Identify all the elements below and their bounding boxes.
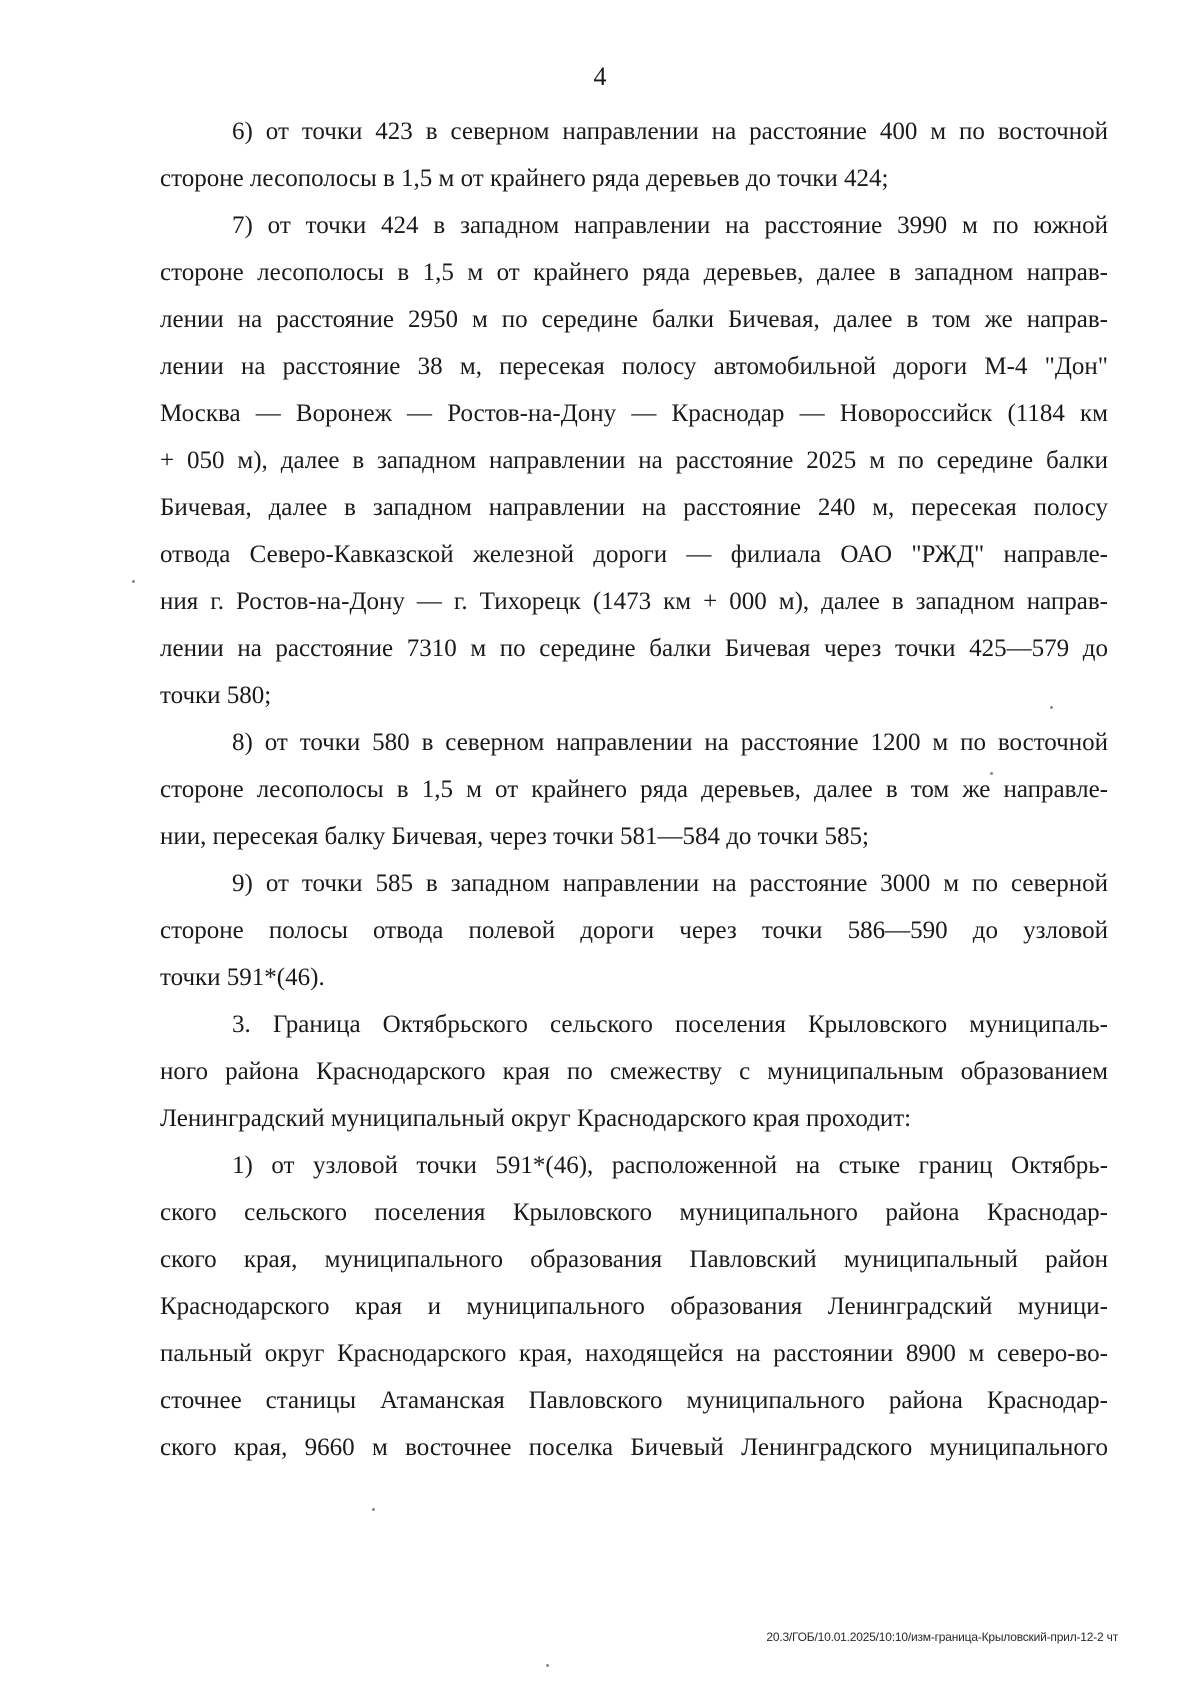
text-line: отвода Северо-Кавказской железной дороги — филиала ОАО "РЖД" направле- <box>160 541 1108 568</box>
paragraph-item-9 <box>160 860 1108 1001</box>
text-line: лении на расстояние 2950 м по середине балки Бичевая, далее в том же направ- <box>160 306 1108 333</box>
scan-speck <box>132 580 135 583</box>
text-line: 6) от точки 423 в северном направлении на расстояние 400 м по восточной <box>232 118 1108 145</box>
text-line: 9) от точки 585 в западном направлении на расстояние 3000 м по северной <box>232 870 1108 897</box>
text-line: Бичевая, далее в западном направлении на расстояние 240 м, пересекая полосу <box>160 494 1108 521</box>
text-line: ния г. Ростов-на-Дону — г. Тихорецк (1473 км + 000 м), далее в западном направ- <box>160 588 1108 615</box>
text-line: 7) от точки 424 в западном направлении на расстояние 3990 м по южной <box>232 212 1108 239</box>
text-line: лении на расстояние 38 м, пересекая полосу автомобильной дороги М-4 "Дон" <box>160 353 1108 380</box>
text-line: точки 580; <box>160 682 272 709</box>
paragraph-item-6 <box>160 108 1108 202</box>
text-line: лении на расстояние 7310 м по середине балки Бичевая через точки 425—579 до <box>160 635 1108 662</box>
scan-speck <box>372 1508 375 1511</box>
text-line: ного района Краснодарского края по смежеству с муниципальным образованием <box>160 1058 1108 1085</box>
scan-speck <box>1050 706 1053 709</box>
paragraph-item-7 <box>160 202 1108 719</box>
text-line: стороне полосы отвода полевой дороги через точки 586—590 до узловой <box>160 917 1108 944</box>
scan-speck <box>990 772 993 775</box>
text-line: Краснодарского края и муниципального образования Ленинградский муници- <box>160 1293 1108 1320</box>
paragraph-item-1 <box>160 1142 1108 1471</box>
text-line: пальный округ Краснодарского края, находящейся на расстоянии 8900 м северо-во- <box>160 1340 1108 1367</box>
section-3-heading-paragraph <box>160 1001 1108 1142</box>
text-line: стороне лесополосы в 1,5 м от крайнего ряда деревьев, далее в западном направ- <box>160 259 1108 286</box>
page-number: 4 <box>593 62 607 91</box>
document-body <box>160 108 1108 1471</box>
document-footer-code: 20.3/ГОБ/10.01.2025/10:10/изм-граница-Крыловский-прил-12-2 чт <box>766 1630 1118 1644</box>
text-line: 1) от узловой точки 591*(46), расположенной на стыке границ Октябрь- <box>232 1152 1108 1179</box>
text-line: стороне лесополосы в 1,5 м от крайнего ряда деревьев, далее в том же направле- <box>160 776 1108 803</box>
text-line: точки 591*(46). <box>160 964 325 991</box>
text-line: нии, пересекая балку Бичевая, через точки 581—584 до точки 585; <box>160 823 869 850</box>
text-line: Москва — Воронеж — Ростов-на-Дону — Краснодар — Новороссийск (1184 км <box>160 400 1108 427</box>
text-line: стороне лесополосы в 1,5 м от крайнего ряда деревьев до точки 424; <box>160 165 889 192</box>
text-line: Ленинградский муниципальный округ Краснодарского края проходит: <box>160 1105 912 1132</box>
paragraph-item-8 <box>160 719 1108 860</box>
text-line: 8) от точки 580 в северном направлении на расстояние 1200 м по восточной <box>232 729 1108 756</box>
scan-speck <box>546 1664 549 1667</box>
text-line: 3. Граница Октябрьского сельского поселения Крыловского муниципаль- <box>232 1011 1108 1038</box>
text-line: ского края, муниципального образования Павловский муниципальный район <box>160 1246 1108 1273</box>
text-line: сточнее станицы Атаманская Павловского муниципального района Краснодар- <box>160 1387 1108 1414</box>
text-line: ского края, 9660 м восточнее поселка Бичевый Ленинградского муниципального <box>160 1434 1108 1461</box>
text-line: + 050 м), далее в западном направлении на расстояние 2025 м по середине балки <box>160 447 1108 474</box>
text-line: ского сельского поселения Крыловского муниципального района Краснодар- <box>160 1199 1108 1226</box>
